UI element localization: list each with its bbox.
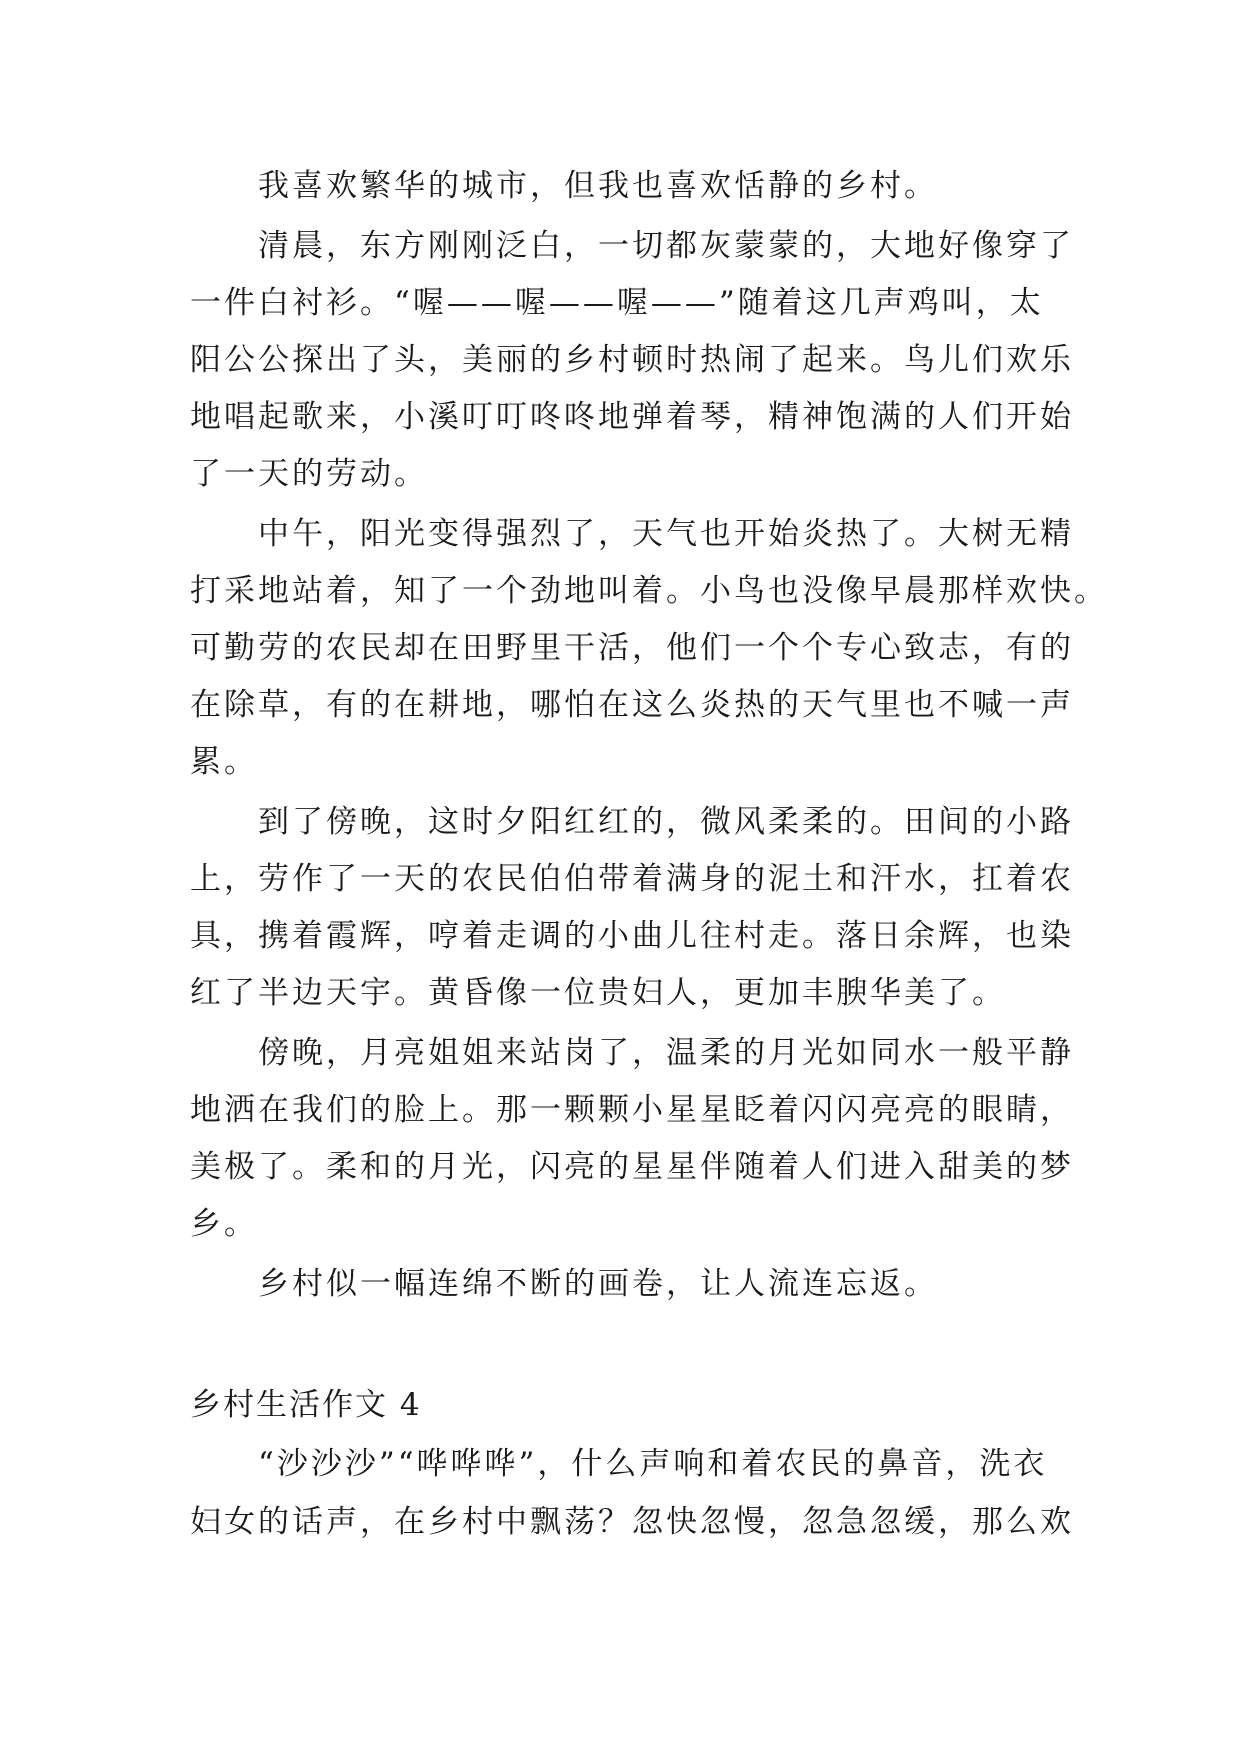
- paragraph-2-line-3: 阳公公探出了头，美丽的乡村顿时热闹了起来。鸟儿们欢乐: [190, 342, 1074, 378]
- section-title: 乡村生活作文 4: [190, 1387, 422, 1423]
- paragraph-4-line-2: 上，劳作了一天的农民伯伯带着满身的泥土和汗水，扛着农: [190, 861, 1074, 897]
- paragraph-3-line-2: 打采地站着，知了一个劲地叫着。小鸟也没像早晨那样欢快。: [190, 573, 1108, 609]
- paragraph-5-line-2: 地洒在我们的脸上。那一颗颗小星星眨着闪闪亮亮的眼睛，: [190, 1092, 1074, 1128]
- paragraph-4-line-1: 到了傍晚，这时夕阳红红的，微风柔柔的。田间的小路: [258, 804, 1074, 840]
- paragraph-3-line-4: 在除草，有的在耕地，哪怕在这么炎热的天气里也不喊一声: [190, 687, 1074, 723]
- paragraph-3-line-3: 可勤劳的农民却在田野里干活，他们一个个专心致志，有的: [190, 630, 1074, 666]
- section-paragraph-line-1: “沙沙沙”“哗哗哗”，什么声响和着农民的鼻音，洗衣: [258, 1446, 1048, 1482]
- paragraph-5-line-1: 傍晚，月亮姐姐来站岗了，温柔的月光如同水一般平静: [258, 1035, 1074, 1071]
- paragraph-6-line-1: 乡村似一幅连绵不断的画卷，让人流连忘返。: [258, 1266, 938, 1302]
- section-paragraph-line-2: 妇女的话声，在乡村中飘荡？忽快忽慢，忽急忽缓，那么欢: [190, 1504, 1074, 1540]
- paragraph-2-line-2: 一件白衬衫。“喔——喔——喔——”随着这几声鸡叫，太: [190, 285, 1044, 321]
- paragraph-4-line-4: 红了半边天宇。黄昏像一位贵妇人，更加丰腴华美了。: [190, 975, 1006, 1011]
- paragraph-3-line-1: 中午，阳光变得强烈了，天气也开始炎热了。大树无精: [258, 516, 1074, 552]
- paragraph-2-line-4: 地唱起歌来，小溪叮叮咚咚地弹着琴，精神饱满的人们开始: [190, 399, 1074, 435]
- paragraph-5-line-3: 美极了。柔和的月光，闪亮的星星伴随着人们进入甜美的梦: [190, 1149, 1074, 1185]
- paragraph-3-line-5: 累。: [190, 744, 258, 780]
- paragraph-5-line-4: 乡。: [190, 1206, 258, 1242]
- paragraph-1-line-1: 我喜欢繁华的城市，但我也喜欢恬静的乡村。: [258, 168, 938, 204]
- paragraph-2-line-1: 清晨，东方刚刚泛白，一切都灰蒙蒙的，大地好像穿了: [258, 228, 1074, 264]
- paragraph-4-line-3: 具，携着霞辉，哼着走调的小曲儿往村走。落日余辉，也染: [190, 918, 1074, 954]
- paragraph-2-line-5: 了一天的劳动。: [190, 456, 428, 492]
